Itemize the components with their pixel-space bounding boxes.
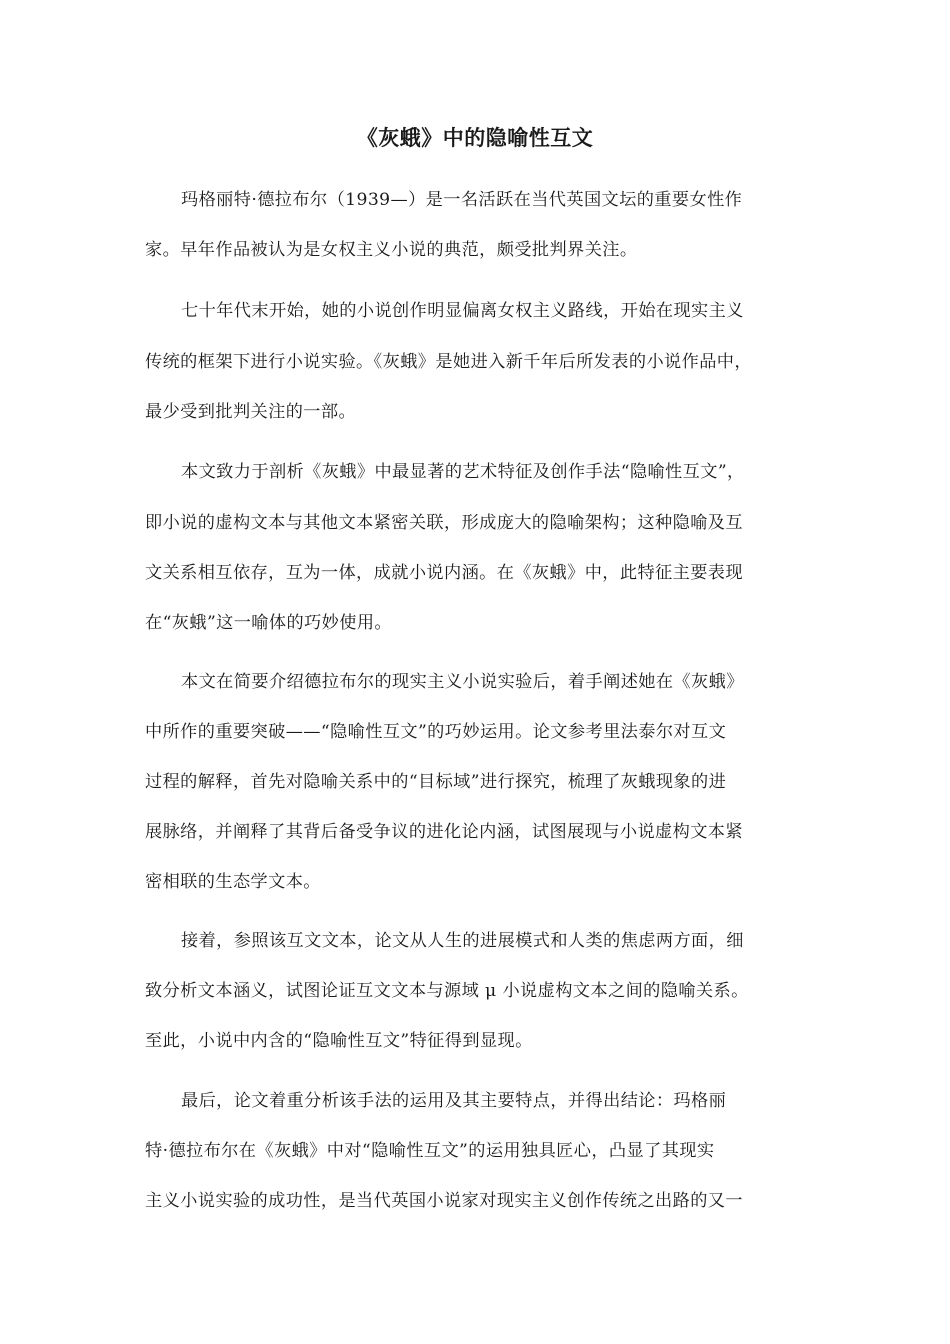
paragraph-line: 至此，小说中内含的“隐喻性互文”特征得到显现。 — [145, 1031, 533, 1051]
paragraph-line: 家。早年作品被认为是女权主义小说的典范，颇受批判界关注。 — [145, 240, 638, 260]
paragraph-line: 密相联的生态学文本。 — [145, 872, 321, 892]
paragraph-line: 主义小说实验的成功性，是当代英国小说家对现实主义创作传统之出路的又一 — [145, 1191, 743, 1211]
paragraph-line: 展脉络，并阐释了其背后备受争议的进化论内涵，试图展现与小说虚构文本紧 — [145, 822, 743, 842]
paragraph-line: 中所作的重要突破——“隐喻性互文”的巧妙运用。论文参考里法泰尔对互文 — [145, 722, 727, 742]
paragraph-line: 文关系相互依存，互为一体，成就小说内涵。在《灰蛾》中，此特征主要表现 — [145, 563, 743, 583]
paragraph-line: 最后，论文着重分析该手法的运用及其主要特点，并得出结论：玛格丽 — [181, 1091, 727, 1111]
paragraph-line: 过程的解释，首先对隐喻关系中的“目标域”进行探究，梳理了灰蛾现象的进 — [145, 772, 727, 792]
paragraph-line: 在“灰蛾”这一喻体的巧妙使用。 — [145, 613, 393, 633]
document-title: 《灰蛾》中的隐喻性互文 — [356, 125, 594, 150]
paragraph-line: 致分析文本涵义，试图论证互文文本与源域 μ 小说虚构文本之间的隐喻关系。 — [145, 981, 749, 1001]
paragraph-line: 接着，参照该互文文本，论文从人生的进展模式和人类的焦虑两方面，细 — [181, 931, 744, 951]
paragraph-line: 七十年代末开始，她的小说创作明显偏离女权主义路线，开始在现实主义 — [181, 301, 744, 321]
paragraph-line: 最少受到批判关注的一部。 — [145, 402, 357, 422]
paragraph-line: 本文致力于剖析《灰蛾》中最显著的艺术特征及创作手法“隐喻性互文”， — [181, 462, 745, 482]
paragraph-line: 传统的框架下进行小说实验。《灰蛾》是她进入新千年后所发表的小说作品中， — [145, 352, 752, 372]
paragraph-line: 特·德拉布尔在《灰蛾》中对“隐喻性互文”的运用独具匠心，凸显了其现实 — [145, 1141, 715, 1161]
paragraph-line: 本文在简要介绍德拉布尔的现实主义小说实验后，着手阐述她在《灰蛾》 — [181, 672, 744, 692]
paragraph-line: 玛格丽特·德拉布尔（1939—）是一名活跃在当代英国文坛的重要女性作 — [181, 190, 743, 210]
paragraph-line: 即小说的虚构文本与其他文本紧密关联，形成庞大的隐喻架构；这种隐喻及互 — [145, 513, 743, 533]
